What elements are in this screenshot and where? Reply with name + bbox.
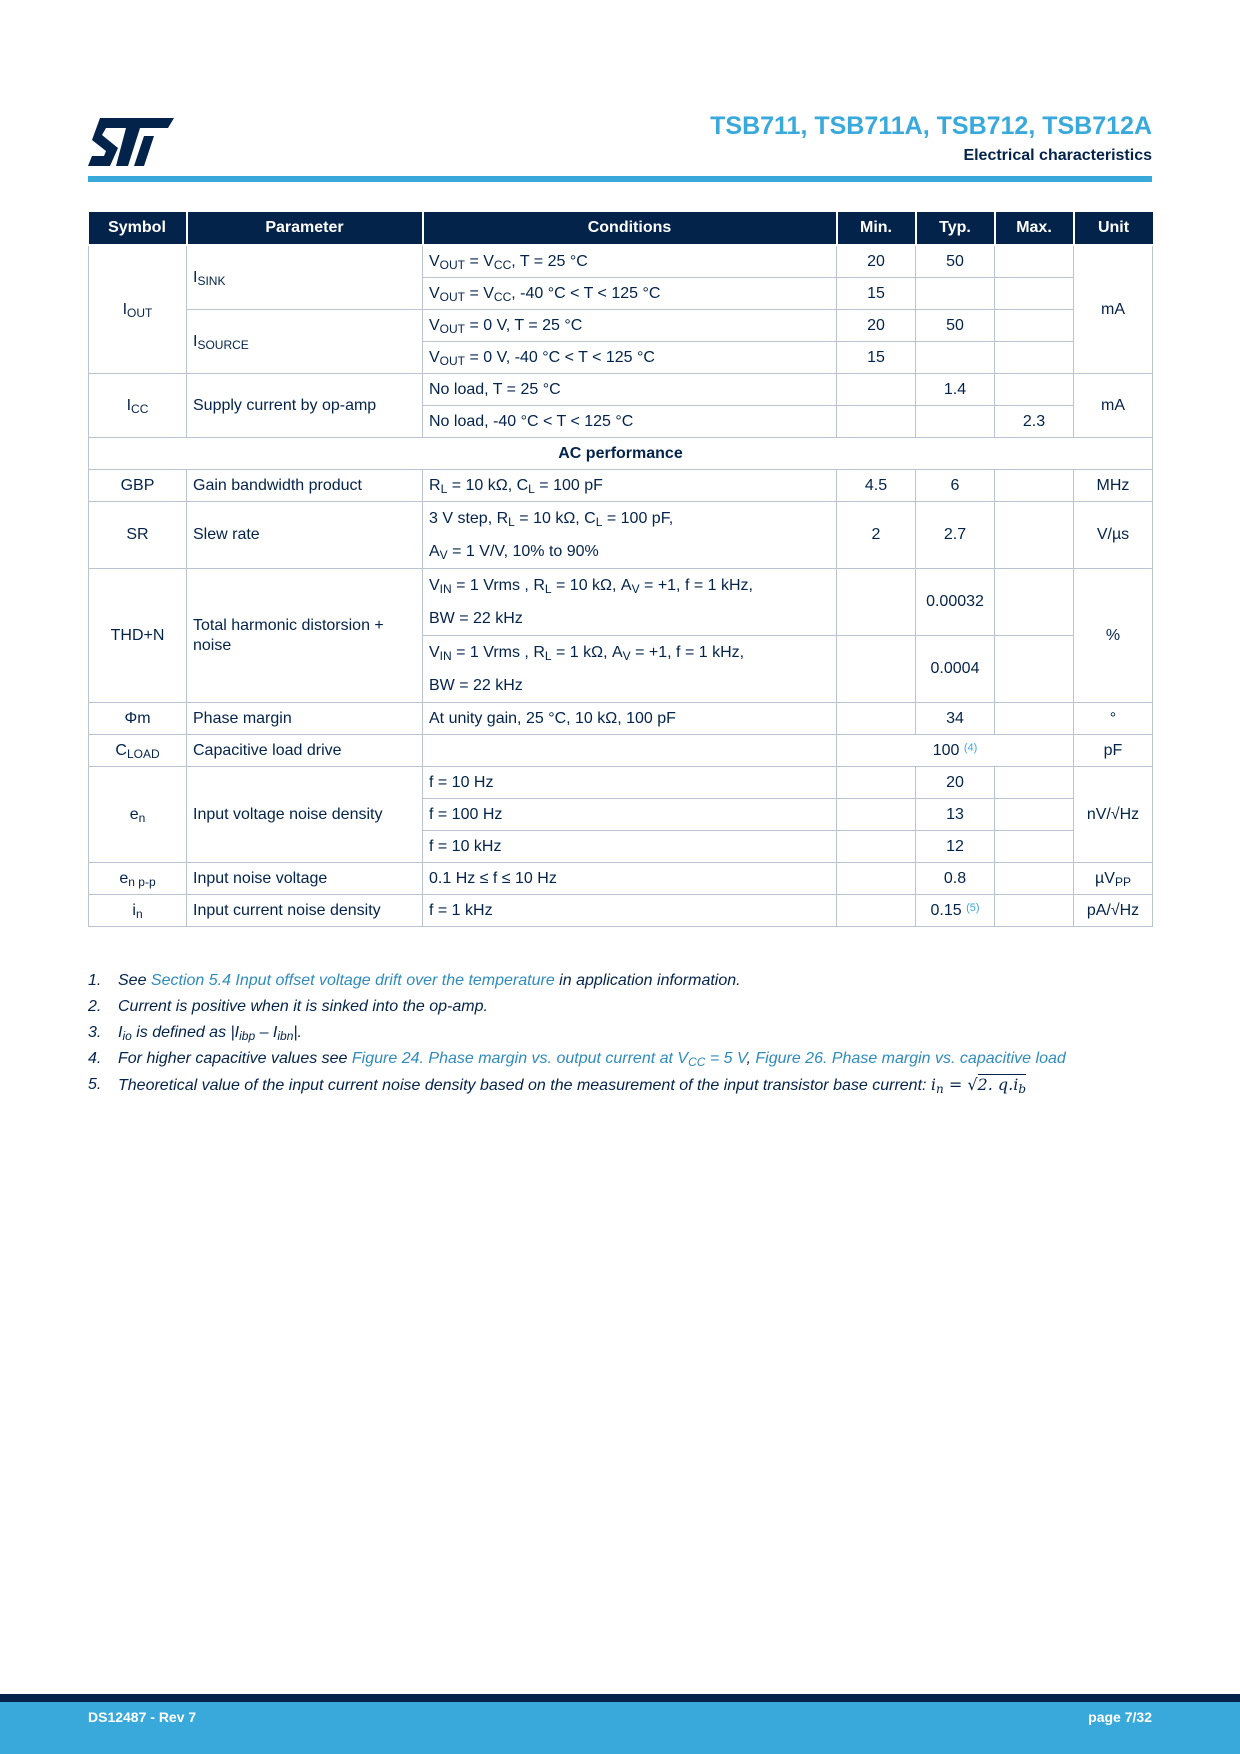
- header-conditions: Conditions: [423, 212, 837, 245]
- table-row: [89, 374, 1153, 406]
- parameter-cell: Gain bandwidth product: [187, 470, 423, 502]
- max-cell: [995, 703, 1074, 735]
- header-typ: Typ.: [916, 212, 995, 245]
- max-cell: [995, 374, 1074, 406]
- unit-cell: µV$_{PP}$: [1074, 863, 1153, 895]
- symbol-cell: GBP: [89, 470, 187, 502]
- value-cell: 100 $^{(4)}$: [837, 735, 1074, 767]
- table-row: [89, 470, 1153, 502]
- note-item: 3. $I_{io}$ is defined as $|I_{ibp} - I_{ibn}|$.: [88, 1024, 302, 1043]
- unit-cell: nV/√Hz: [1074, 767, 1153, 863]
- conditions-cell: $V_{OUT} = 0$ V, -40 °C < T < 125 °C: [423, 342, 837, 374]
- footnote-ref[interactable]: (4): [963, 741, 978, 754]
- max-cell: [995, 342, 1074, 374]
- min-cell: [837, 767, 916, 799]
- header-parameter: Parameter: [187, 212, 423, 245]
- max-cell: [995, 863, 1074, 895]
- min-cell: [837, 895, 916, 927]
- note-number: 1.: [88, 972, 102, 989]
- condition-line: BW = 22 kHz: [429, 677, 523, 694]
- note-number: 4.: [88, 1050, 102, 1067]
- typ-cell: 0.00032: [916, 569, 995, 636]
- parameter-cell: Input current noise density: [187, 895, 423, 927]
- conditions-cell: $V_{OUT} = 0$ V, T = 25 °C: [423, 310, 837, 342]
- sqrt-icon: √: [967, 1075, 978, 1094]
- st-logo-icon: [88, 118, 174, 166]
- max-cell: [995, 767, 1074, 799]
- table-row: [89, 245, 1153, 278]
- header-unit: Unit: [1074, 212, 1153, 245]
- typ-cell: 0.8: [916, 863, 995, 895]
- min-cell: 15: [837, 278, 916, 310]
- note-number: 5.: [88, 1076, 102, 1093]
- parameter-cell: $I_{SINK}$: [187, 245, 423, 310]
- symbol-cell: $I_{OUT}$: [89, 245, 187, 374]
- min-cell: [837, 703, 916, 735]
- typ-cell: 50: [916, 245, 995, 278]
- conditions-cell: [423, 735, 837, 767]
- unit-cell: MHz: [1074, 470, 1153, 502]
- min-cell: 20: [837, 310, 916, 342]
- conditions-cell: [423, 569, 837, 636]
- min-cell: [837, 799, 916, 831]
- conditions-cell: f = 10 kHz: [423, 831, 837, 863]
- footnote-ref[interactable]: (5): [966, 901, 980, 914]
- conditions-cell: No load, -40 °C < T < 125 °C: [423, 406, 837, 438]
- document-revision: DS12487 - Rev 7: [88, 1709, 197, 1725]
- symbol-cell: $i_n$: [89, 895, 187, 927]
- max-cell: [995, 799, 1074, 831]
- min-cell: [837, 406, 916, 438]
- note-item: 1. See Section 5.4 Input offset voltage drift over the temperature in application information.: [88, 972, 741, 989]
- max-cell: [995, 831, 1074, 863]
- min-cell: 2: [837, 502, 916, 569]
- conditions-cell: [423, 502, 837, 569]
- min-cell: [837, 831, 916, 863]
- typ-cell: 1.4: [916, 374, 995, 406]
- conditions-cell: f = 10 Hz: [423, 767, 837, 799]
- conditions-cell: $V_{OUT} = V_{CC}$, T = 25 °C: [423, 245, 837, 278]
- parameter-cell: $I_{SOURCE}$: [187, 310, 423, 374]
- conditions-cell: No load, T = 25 °C: [423, 374, 837, 406]
- conditions-cell: [423, 636, 837, 703]
- parameter-cell: Input noise voltage: [187, 863, 423, 895]
- symbol-cell: $e_n$: [89, 767, 187, 863]
- table-row: [89, 863, 1153, 895]
- unit-cell: pF: [1074, 735, 1153, 767]
- note-link[interactable]: Figure 26. Phase margin vs. capacitive load: [755, 1050, 1066, 1067]
- header-max: Max.: [995, 212, 1074, 245]
- section-row: [89, 438, 1153, 470]
- table-notes: [88, 972, 1152, 1103]
- min-cell: [837, 636, 916, 703]
- parameter-cell: Capacitive load drive: [187, 735, 423, 767]
- max-cell: [995, 569, 1074, 636]
- max-cell: [995, 310, 1074, 342]
- electrical-characteristics-table: [88, 212, 1153, 927]
- typ-cell: 0.15 $^{(5)}$: [916, 895, 995, 927]
- footer-divider: [0, 1694, 1240, 1702]
- typ-cell: 2.7: [916, 502, 995, 569]
- parameter-cell: Slew rate: [187, 502, 423, 569]
- conditions-cell: f = 1 kHz: [423, 895, 837, 927]
- conditions-cell: 0.1 Hz ≤ f ≤ 10 Hz: [423, 863, 837, 895]
- table-row: [89, 703, 1153, 735]
- note-item: 5. Theoretical value of the input current noise density based on the measurement of the input transistor base current: $i_n = √2$. $q.i_b$: [88, 1075, 1027, 1096]
- page-number: page 7/32: [1088, 1709, 1152, 1725]
- header-min: Min.: [837, 212, 916, 245]
- note-item: 4. For higher capacitive values see Figure 24. Phase margin vs. output current at $V_{CC} = 5$ V, Figure 26. Phase margin vs. capacitive load: [88, 1050, 1066, 1069]
- condition-line: 3 V step, $R_L = 10$ kΩ, $C_L = 100$ pF,: [429, 510, 674, 529]
- note-number: 3.: [88, 1024, 102, 1041]
- max-cell: [995, 502, 1074, 569]
- max-cell: [995, 895, 1074, 927]
- symbol-cell: $C_{LOAD}$: [89, 735, 187, 767]
- table-row: [89, 569, 1153, 636]
- table-header-row: [89, 212, 1153, 245]
- section-heading-ac-performance: AC performance: [89, 438, 1153, 470]
- condition-line: $A_V = 1$ V/V, 10% to 90%: [429, 543, 599, 562]
- typ-cell: 20: [916, 767, 995, 799]
- unit-cell: mA: [1074, 245, 1153, 374]
- unit-cell: %: [1074, 569, 1153, 703]
- min-cell: 15: [837, 342, 916, 374]
- symbol-cell: $I_{CC}$: [89, 374, 187, 438]
- max-cell: [995, 278, 1074, 310]
- unit-cell: °: [1074, 703, 1153, 735]
- conditions-cell: f = 100 Hz: [423, 799, 837, 831]
- min-cell: 20: [837, 245, 916, 278]
- conditions-cell: $R_L = 10$ kΩ, $C_L = 100$ pF: [423, 470, 837, 502]
- unit-cell: V/µs: [1074, 502, 1153, 569]
- parameter-cell: Total harmonic distorsion + noise: [187, 569, 423, 703]
- typ-cell: 50: [916, 310, 995, 342]
- note-link[interactable]: Figure 24. Phase margin vs. output current at $V_{CC} = 5$ V: [351, 1050, 747, 1069]
- condition-line: BW = 22 kHz: [429, 610, 523, 627]
- conditions-cell: At unity gain, 25 °C, 10 kΩ, 100 pF: [423, 703, 837, 735]
- formula: $i_n = √2$. $q.i_b$: [930, 1075, 1027, 1096]
- note-number: 2.: [88, 998, 102, 1015]
- symbol-cell: THD+N: [89, 569, 187, 703]
- condition-line: $V_{IN} = 1$ Vrms , $R_L = 1$ kΩ, $A_V = +1$, f = 1 kHz,: [429, 644, 745, 663]
- unit-cell: mA: [1074, 374, 1153, 438]
- typ-cell: 34: [916, 703, 995, 735]
- max-cell: [995, 636, 1074, 703]
- table-row: [89, 767, 1153, 799]
- note-item: 2. Current is positive when it is sinked into the op-amp.: [88, 998, 488, 1015]
- min-cell: [837, 569, 916, 636]
- parameter-cell: Supply current by op-amp: [187, 374, 423, 438]
- parameter-cell: Phase margin: [187, 703, 423, 735]
- max-cell: [995, 245, 1074, 278]
- condition-line: $V_{IN} = 1$ Vrms , $R_L = 10$ kΩ, $A_V = +1$, f = 1 kHz,: [429, 577, 753, 596]
- min-cell: [837, 863, 916, 895]
- symbol-cell: Φm: [89, 703, 187, 735]
- typ-cell: 6: [916, 470, 995, 502]
- typ-cell: [916, 342, 995, 374]
- max-cell: 2.3: [995, 406, 1074, 438]
- unit-cell: pA/√Hz: [1074, 895, 1153, 927]
- document-title: TSB711, TSB711A, TSB712, TSB712A: [710, 112, 1152, 140]
- typ-cell: [916, 278, 995, 310]
- min-cell: [837, 374, 916, 406]
- typ-cell: [916, 406, 995, 438]
- symbol-cell: SR: [89, 502, 187, 569]
- table-row: [89, 310, 1153, 342]
- typ-cell: 13: [916, 799, 995, 831]
- parameter-cell: Input voltage noise density: [187, 767, 423, 863]
- header-symbol: Symbol: [89, 212, 187, 245]
- table-row: [89, 502, 1153, 569]
- table-row: [89, 735, 1153, 767]
- conditions-cell: $V_{OUT} = V_{CC}$, -40 °C < T < 125 °C: [423, 278, 837, 310]
- max-cell: [995, 470, 1074, 502]
- section-title: Electrical characteristics: [963, 147, 1152, 164]
- note-link[interactable]: Section 5.4 Input offset voltage drift over the temperature: [150, 972, 555, 989]
- symbol-cell: $e_{n p-p}$: [89, 863, 187, 895]
- header-divider: [88, 176, 1152, 182]
- typ-cell: 12: [916, 831, 995, 863]
- table-row: [89, 895, 1153, 927]
- typ-cell: 0.0004: [916, 636, 995, 703]
- min-cell: 4.5: [837, 470, 916, 502]
